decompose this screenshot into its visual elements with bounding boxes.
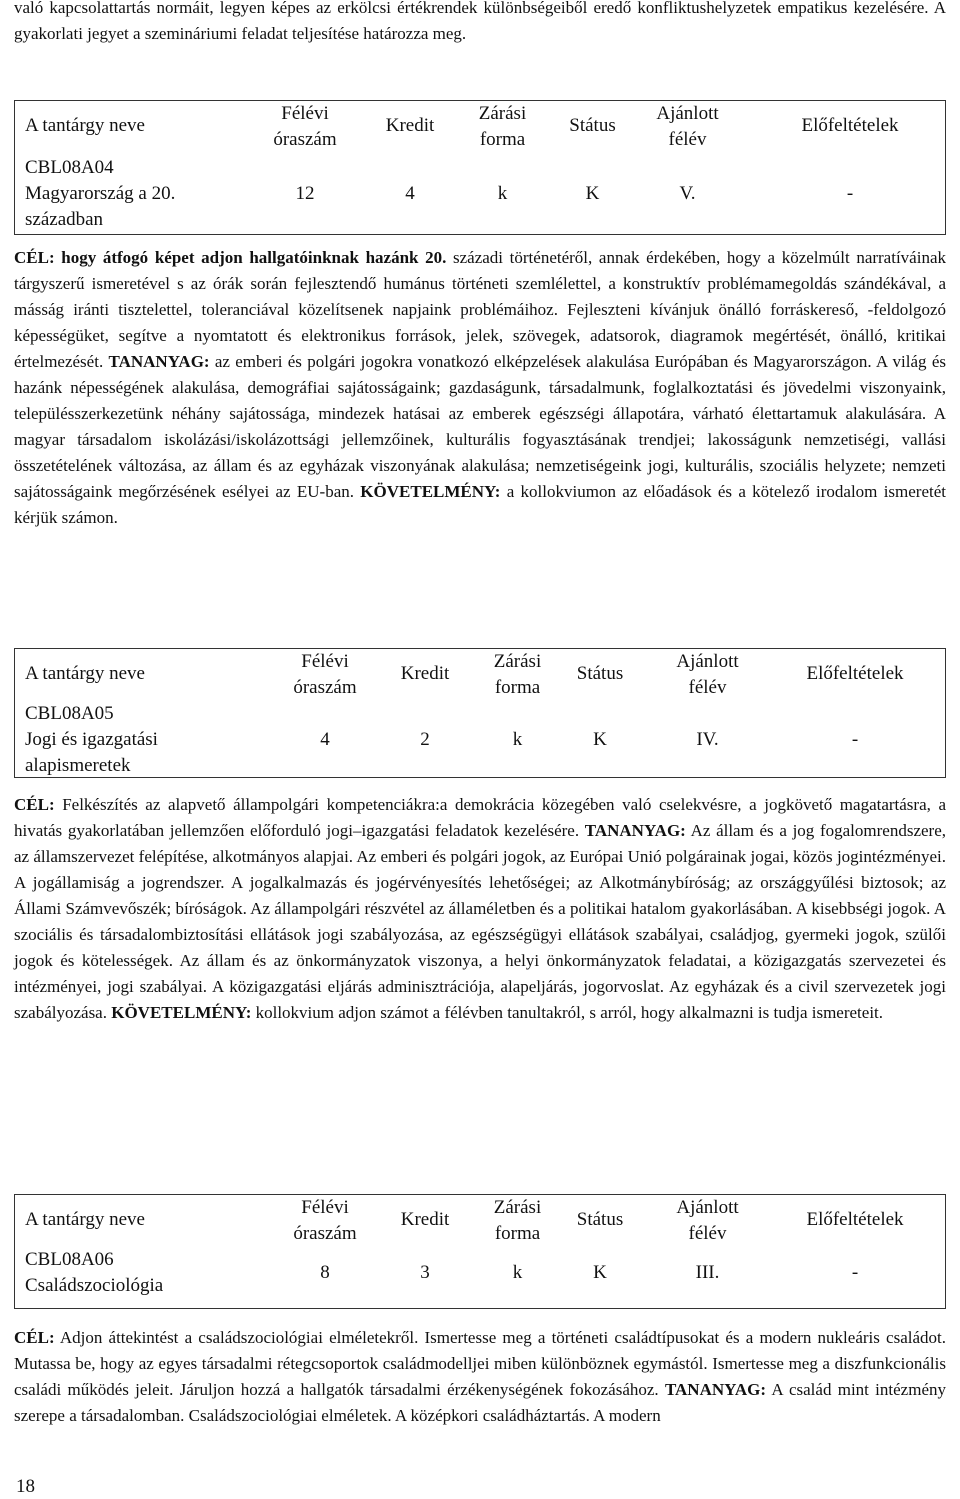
course-prerequisites: - [851,1262,859,1283]
header-status: Státus [576,1209,624,1230]
cel-bold-text: hogy átfogó képet adjon hallgatóinknak hazánk 20. [61,248,447,267]
course-status: K [593,729,607,750]
course-description-3 [14,1325,946,1429]
header-closing-form: Zárási forma [493,651,542,698]
course-name-line: Jogi és igazgatási [25,729,158,750]
course-table-3 [14,1194,946,1309]
label-cel: CÉL: [14,248,55,267]
course-name-line: Családszociológia [25,1275,164,1296]
label-cel: CÉL: [14,795,55,814]
label-kovetelmeny: KÖVETELMÉNY: [360,482,501,501]
tananyag-text: Az állam és a jog fogalomrendszere, az államszervezet felépítése, alkotmányos alapjai. Az emberi és polgári jogok, az Európai Unió polgárainak jogai, közös jogintézményei. A jogállamiság a jogrendszer. A jogalkalmazás és jogérvényesítés lehetőségei; az Alkotmánybíróság; az országgyűlési biztosok; az Állami Számvevőszék; bíróságok. Az állampolgári részvétel az államéletben és a politikai hatalom gyakorlásában. A kisebbségi jogok. A szociális és társadalombiztosítási ellátások jogi szabályozása, az egészségügyi ellátások szabályai, családjog, gyermeki jogok, szülői jogok és kötelességek. Az állam és az önkormányzatok viszonya, a helyi önkormányzatok feladatai, a közigazgatás szervezetei és intézményei, jogi szabályai. A közigazgatási eljárás adminisztrációja, alapeljárás, jogorvoslat. Az egyházak és a civil szervezetek jogi szabályozása. [14,821,946,1022]
label-kovetelmeny: KÖVETELMÉNY: [111,1003,252,1022]
course-closing-form: k [512,729,523,750]
label-tananyag: TANANYAG: [664,1380,767,1399]
cel-text: századi történetéről, annak érdekében, hogy a közelmúlt narratíváinak tárgyszerű ismeretével s az órák során fejlesztendő humánus történeti szemlélettel, a konstruktív problémamegoldás szándékával, a másság iránti tisztelettel, toleranciával közelítsenek napjaink problémáihoz. Fejleszteni kívánjuk önálló forráskereső, -feldolgozó képességüket, segítve a nyomtatott és elektronikus források, jelek, szövegek, adatsorok, diagramok megértését, önálló, kritikai értelmezését. [14,248,946,371]
intro-paragraph: való kapcsolattartás normáit, legyen képes az erkölcsi értékrendek különbségeiből eredő konfliktushelyzetek empatikus kezelésére. A gyakorlati jegyet a szemináriumi feladat teljesítése határozza meg. [14,0,946,43]
course-hours: 4 [320,729,330,750]
header-status: Státus [569,115,616,136]
page-number: 18 [16,1476,35,1497]
course-code: CBL08A05 [25,703,114,724]
course-table-2 [14,648,946,778]
course-name-line: században [25,209,104,230]
course-status: K [585,183,600,204]
header-course-name: A tantárgy neve [25,1209,145,1230]
header-course-name: A tantárgy neve [25,115,145,136]
course-name-line: Magyarország a 20. [25,183,176,204]
header-credit: Kredit [400,663,450,684]
header-closing-form: Zárási forma [478,103,527,150]
course-table-1 [14,100,946,235]
header-credit: Kredit [400,1209,450,1230]
header-hours: Félévi óraszám [273,103,337,150]
header-hours: Félévi óraszám [293,1197,357,1244]
tananyag-text: az emberi és polgári jogokra vonatkozó elképzelések alakulása Európában és Magyarországon. A világ és hazánk népességének alakulása, demográfiai sajátosságaink; gazdaságunk, társadalmunk, foglalkoztatási és jövedelmi viszonyaink, településszerkezetünk néhány sajátossága, mindezek hatásai az emberek egészségi állapotára, várható élettartamuk alakulására. A magyar társadalom iskolázási/iskolázottsági jellemzőinek, kulturális fogyasztásának trendjei; lakosságunk nemzetiségi, vallási összetételének változása, az állam és az egyházak viszonyának alakulása; nemzetiségeink jogi, kulturális, szociális helyzete; nemzeti sajátosságaink megőrzésének esélyei az EU-ban. [14,352,947,501]
course-code: CBL08A06 [25,1249,114,1270]
header-status: Státus [576,663,624,684]
course-name-cell [25,155,175,233]
header-semester: Ajánlott félév [676,1197,739,1244]
course-credit: 2 [420,729,430,750]
header-semester: Ajánlott félév [676,651,739,698]
label-tananyag: TANANYAG: [108,352,210,371]
header-course-name: A tantárgy neve [25,663,145,684]
header-hours: Félévi óraszám [293,651,357,698]
course-hours: 12 [295,183,315,204]
course-semester: V. [679,183,696,204]
course-name-cell [25,701,158,779]
course-description-1 [14,245,946,531]
header-prerequisites: Előfeltételek [801,115,899,136]
course-prerequisites: - [846,183,854,204]
course-hours: 8 [320,1262,330,1283]
course-status: K [593,1262,607,1283]
kovetelmeny-text: kollokvium adjon számot a félévben tanultakról, s arról, hogy alkalmazni is tudja ismereteit. [251,1003,884,1022]
course-name-line: alapismeretek [25,755,131,776]
course-closing-form: k [512,1262,523,1283]
header-semester: Ajánlott félév [656,103,719,150]
course-prerequisites: - [851,729,859,750]
tananyag-text: A család mint intézmény szerepe a társadalomban. Családszociológiai elméletek. A középkori családháztartás. A modern [14,1380,946,1425]
header-credit: Kredit [385,115,435,136]
cel-text: Felkészítés az alapvető állampolgári kompetenciákra:a demokrácia közegében való cselekvésre, a jogkövető magatartásra, a hivatás gyakorlatában jellemzően előforduló jogi–igazgatási feladatok kezelésére. [14,795,946,840]
course-code: CBL08A04 [25,157,114,178]
kovetelmeny-text: a kollokviumon az előadások és a kötelező irodalom ismeretét kérjük számon. [14,482,946,527]
label-tananyag: TANANYAG: [584,821,686,840]
cel-text: Adjon áttekintést a családszociológiai elméletekről. Ismertesse meg a történeti családtípusokat és a modern nukleáris családot. Mutassa be, hogy az egyes társadalmi rétegcsoportok családmodelljei miben különböznek egymástól. Ismertesse meg a diszfunkcionális családi működés jeleit. Járuljon hozzá a hallgatók társadalmi érzékenységének fokozásához. [14,1328,946,1399]
course-credit: 3 [420,1262,430,1283]
course-semester: IV. [696,729,719,750]
label-cel: CÉL: [14,1328,55,1347]
course-description-2 [14,792,946,1026]
course-semester: III. [695,1262,720,1283]
course-closing-form: k [497,183,508,204]
header-prerequisites: Előfeltételek [806,1209,904,1230]
header-prerequisites: Előfeltételek [806,663,904,684]
course-credit: 4 [405,183,415,204]
course-name-cell [25,1247,163,1299]
header-closing-form: Zárási forma [493,1197,542,1244]
